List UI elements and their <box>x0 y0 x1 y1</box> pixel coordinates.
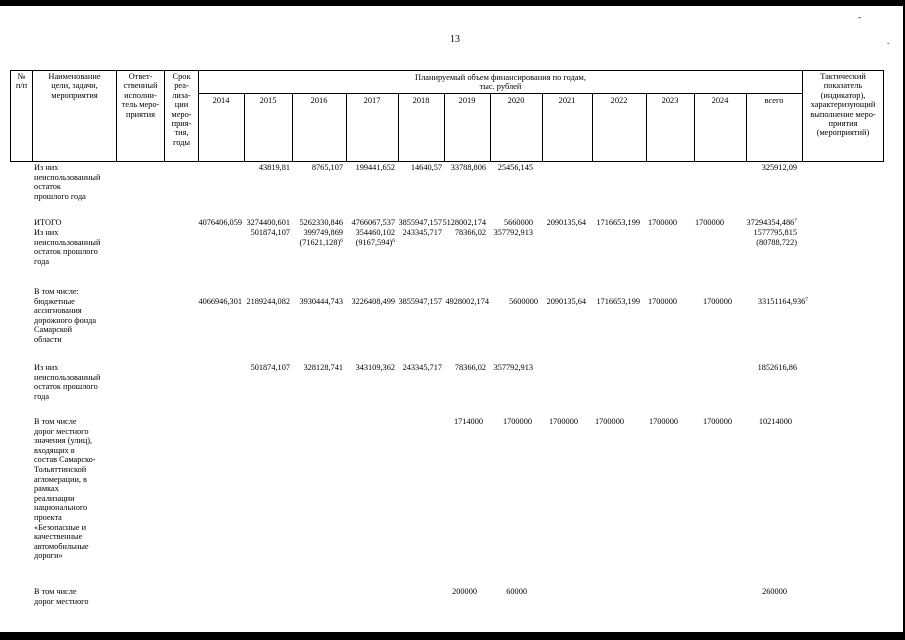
header-name: Наименование цели, задачи, мероприятия <box>48 72 101 100</box>
cell-value: 5262330,846 <box>299 218 343 227</box>
cell-value: 5128002,174 <box>442 218 486 227</box>
cell-value: 1700000 <box>502 417 532 426</box>
cell-value: 60000 <box>506 587 527 596</box>
cell-total: (80788,722) <box>756 238 797 247</box>
cell-value: 1700000 <box>702 297 732 306</box>
page-number: 13 <box>450 34 460 45</box>
cell-value: 1700000 <box>647 218 677 227</box>
cell-value: 5660000 <box>503 218 533 227</box>
cell-value: 1714000 <box>453 417 483 426</box>
year-2016: 2016 <box>310 96 328 105</box>
cell-value: 1700000 <box>594 417 624 426</box>
cell-value: 4066946,301 <box>198 297 242 306</box>
row-total-unused-label: Из них неиспользованный остаток прошлого года <box>34 228 101 266</box>
cell-value: 343109,362 <box>355 363 395 372</box>
cell-value: 1700000 <box>647 297 677 306</box>
page-bottom-border <box>0 632 905 640</box>
cell-value: 354460,102 <box>355 228 395 237</box>
cell-value: 4766067,537 <box>351 218 395 227</box>
col-rule <box>883 70 884 162</box>
cell-value: 1700000 <box>548 417 578 426</box>
cell-value: 33788,806 <box>450 163 486 172</box>
year-2020: 2020 <box>507 96 525 105</box>
cell-value: 399749,869 <box>303 228 343 237</box>
cell-value: 25456,145 <box>497 163 533 172</box>
year-2021: 2021 <box>558 96 576 105</box>
cell-value: 2189244,082 <box>246 297 290 306</box>
row-local-roads-label: В том числе дорог местного <box>34 587 89 606</box>
cell-value: 2090135,64 <box>546 297 586 306</box>
header-years-rule <box>198 93 802 94</box>
cell-value: 43819,81 <box>258 163 290 172</box>
row-road-fund-label: В том числе: бюджетные ассигнования дорожного фонда Самарской области <box>34 287 97 344</box>
cell-value: 4928002,174 <box>445 297 489 306</box>
page-top-border <box>0 0 905 6</box>
row-unused-balance-label: Из них неиспользованный остаток прошлого года <box>34 163 101 201</box>
cell-value: 1716653,199 <box>596 297 640 306</box>
cell-value: 501874,107 <box>250 228 290 237</box>
year-2018: 2018 <box>412 96 430 105</box>
header-term: Срок реа- лиза- ции меро- прия- тия, годы <box>171 72 192 147</box>
cell-value: 3274400,601 <box>246 218 290 227</box>
cell-value: 1700000 <box>694 218 724 227</box>
cell-value: 14640,57 <box>410 163 442 172</box>
cell-value: 200000 <box>452 587 477 596</box>
cell-total: 1577795,815 <box>753 228 797 237</box>
cell-value: 328128,741 <box>303 363 343 372</box>
cell-value: 1716653,199 <box>596 218 640 227</box>
cell-total: 1852616,86 <box>757 363 797 372</box>
cell-value: 501874,107 <box>250 363 290 372</box>
year-2023: 2023 <box>661 96 679 105</box>
cell-total: 37294354,486$^7$ <box>746 218 797 227</box>
year-2022: 2022 <box>610 96 628 105</box>
row-agglomeration-label: В том числе дорог местного значения (улиц), входящих в состав Самарско- Тольяттинской агломерации, в рамках реализации национального проекта «Безопасные и качественные автомобильные дороги» <box>34 417 96 561</box>
header-bottom-rule <box>10 161 883 162</box>
cell-total: 33151164,936$^7$ <box>757 297 808 306</box>
header-num: № п/п <box>15 72 28 91</box>
header-responsible: Ответ- ственный исполни- тель меро- приятия <box>121 72 160 119</box>
cell-value: 1700000 <box>702 417 732 426</box>
cell-value: 243345,717 <box>402 363 442 372</box>
cell-value: 8765,107 <box>311 163 343 172</box>
header-indicator: Тактический показатель (индикатор), характеризующий выполнение меро- приятия (мероприятий) <box>810 72 876 138</box>
row-total-label: ИТОГО <box>34 218 62 227</box>
year-2019: 2019 <box>458 96 476 105</box>
year-2015: 2015 <box>259 96 277 105</box>
header-funding-title: Планируемый объем финансирования по годам, тыс. рублей <box>415 73 586 92</box>
cell-value: 199441,652 <box>355 163 395 172</box>
header-top-rule <box>10 70 883 71</box>
cell-value: 78366,02 <box>454 363 486 372</box>
cell-value: 78366,02 <box>454 228 486 237</box>
cell-value: 3930444,743 <box>299 297 343 306</box>
cell-value: 3226408,499 <box>351 297 395 306</box>
scan-mark: - <box>858 12 861 22</box>
cell-value: 2090135,64 <box>546 218 586 227</box>
cell-total: 260000 <box>762 587 787 596</box>
cell-value: 1700000 <box>648 417 678 426</box>
year-2014: 2014 <box>212 96 230 105</box>
cell-value: 357792,913 <box>493 363 533 372</box>
cell-value: 243345,717 <box>402 228 442 237</box>
cell-value: 4076406,059 <box>198 218 242 227</box>
year-2024: 2024 <box>711 96 729 105</box>
cell-value: 3855947,157 <box>398 218 442 227</box>
year-2017: 2017 <box>363 96 381 105</box>
cell-total: 10214000 <box>758 417 792 426</box>
row-unused-balance-label-2: Из них неиспользованный остаток прошлого года <box>34 363 101 401</box>
cell-value: $(71621,128)^6$ <box>299 238 343 247</box>
cell-total: 325912,09 <box>761 163 797 172</box>
cell-value: 357792,913 <box>493 228 533 237</box>
cell-value: 5600000 <box>508 297 538 306</box>
year-total: всего <box>764 96 784 105</box>
scan-dot: . <box>887 36 890 46</box>
cell-value: 3855947,157 <box>398 297 442 306</box>
cell-value: $(9167,594)^6$ <box>355 238 395 247</box>
